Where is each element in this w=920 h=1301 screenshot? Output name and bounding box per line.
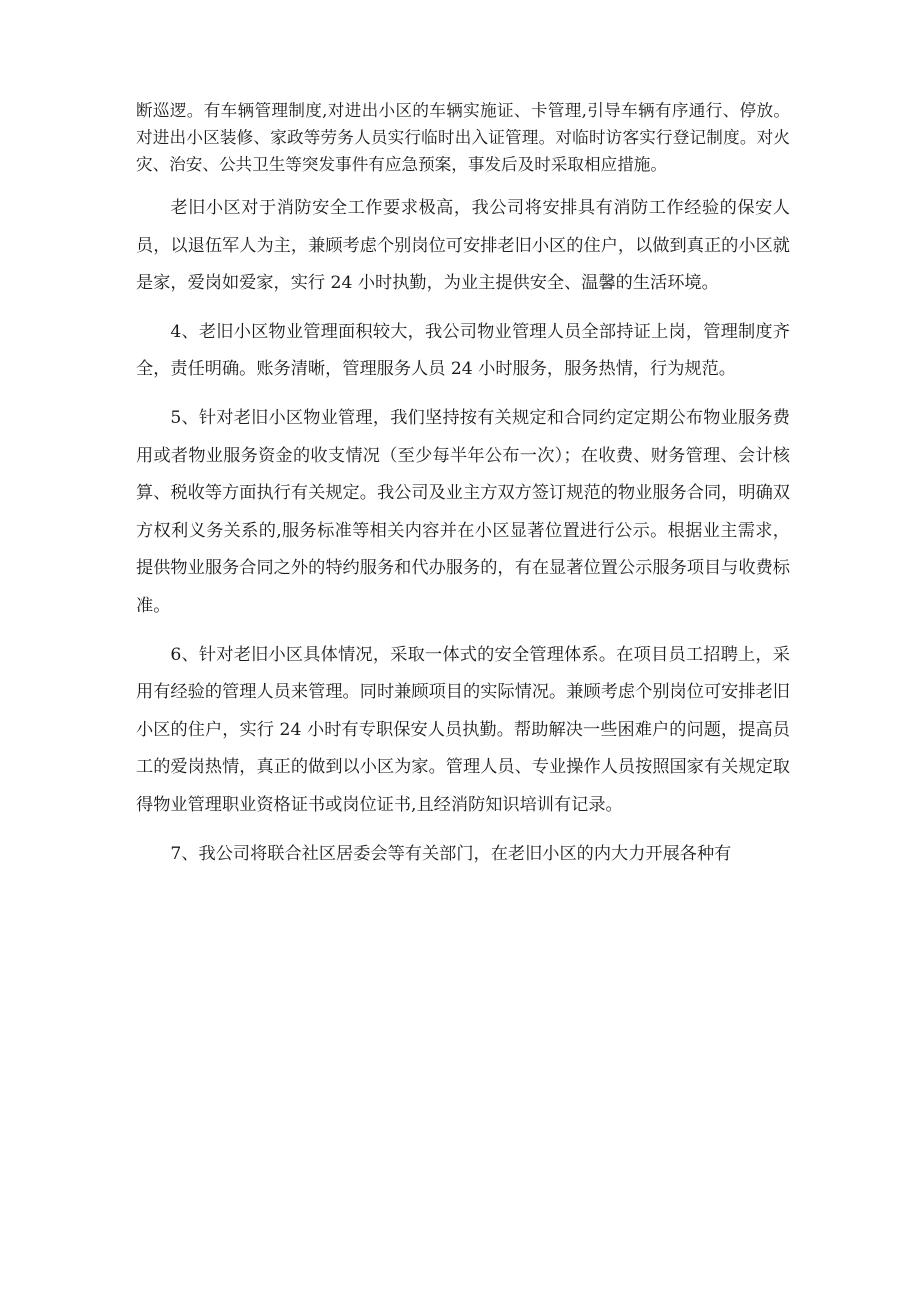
paragraph-item-7: 7、我公司将联合社区居委会等有关部门，在老旧小区的内大力开展各种有	[170, 843, 732, 864]
paragraph-fire-safety: 老旧小区对于消防安全工作要求极高，我公司将安排具有消防工作经验的保安人员，以退伍军人为主，兼顾考虑个别岗位可安排老旧小区的住户，以做到真正的小区就是家，爱岗如爱家，实行 24 小时执勤，为业主提供安全、温馨的生活环境。	[136, 198, 790, 294]
paragraph-item-6: 6、针对老旧小区具体情况，采取一体式的安全管理体系。在项目员工招聘上，采用有经验的管理人员来管理。同时兼顾项目的实际情况。兼顾考虑个别岗位可安排老旧小区的住户，实行 24 小时有专职保安人员执勤。帮助解决一些困难户的问题，提高员工的爱岗热情，真正的做到以小区为家。管理人员、专业操作人员按照国家有关规定取得物业管理职业资格证书或岗位证书,且经消防知识培训有记录。	[136, 644, 790, 815]
paragraph-security-patrol: 断巡逻。有车辆管理制度,对进出小区的车辆实施证、卡管理,引导车辆有序通行、停放。对进出小区装修、家政等劳务人员实行临时出入证管理。对临时访客实行登记制度。对火灾、治安、公共卫生等突发事件有应急预案，事发后及时采取相应措施。	[136, 101, 790, 174]
paragraph-item-4: 4、老旧小区物业管理面积较大，我公司物业管理人员全部持证上岗，管理制度齐全，责任明确。账务清晰，管理服务人员 24 小时服务，服务热情，行为规范。	[136, 321, 790, 380]
document-page	[136, 97, 790, 873]
paragraph-item-5: 5、针对老旧小区物业管理，我们坚持按有关规定和合同约定定期公布物业服务费用或者物业服务资金的收支情况（至少每半年公布一次）；在收费、财务管理、会计核算、税收等方面执行有关规定。我公司及业主方双方签订规范的物业服务合同，明确双方权利义务关系的,服务标准等相关内容并在小区显著位置进行公示。根据业主需求，提供物业服务合同之外的特约服务和代办服务的，有在显著位置公示服务项目与收费标准。	[136, 407, 790, 616]
